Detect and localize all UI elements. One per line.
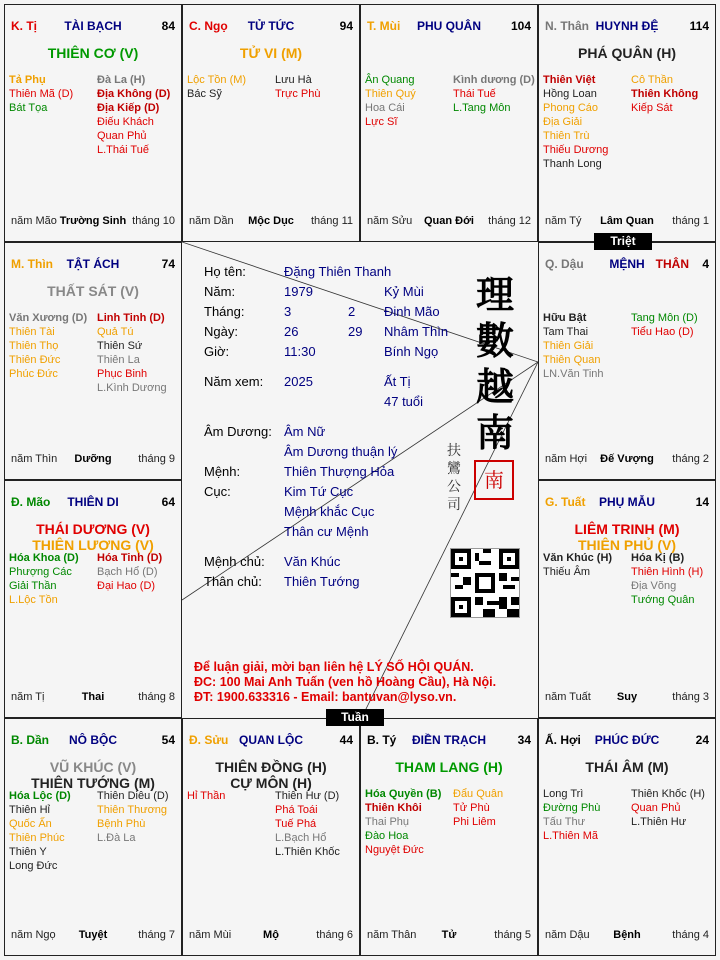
palace-month: tháng 4 [672,929,709,941]
palace-year: năm Tị [11,691,45,703]
minor-star: Bát Tọa [9,102,48,114]
right-stars [453,787,503,829]
palace-footer [11,453,175,467]
minor-star: Tang Môn (D) [631,312,698,324]
minor-star: Thiên Giải [543,340,594,352]
palace-year: năm Tý [545,215,582,227]
palace-mui[interactable] [360,4,538,242]
minor-star: Tướng Quân [631,594,695,606]
minor-star: Địa Không (D) [97,88,171,100]
palace-year: năm Ngọ [11,929,56,941]
minor-star: Thiên Phúc [9,832,65,844]
minor-star: Thiên Khôi [365,802,422,814]
minor-star: Quan Phủ [631,802,681,814]
minor-star: Trực Phù [275,88,321,100]
main-stars [361,759,537,775]
palace-number: 104 [510,19,531,33]
palace-name: TÀI BẠCH [64,19,122,33]
palace-stage: Mộ [263,929,279,941]
palace-header [367,19,531,35]
label-than-chu: Thân chủ: [204,574,262,589]
minor-star: Nguyệt Đức [365,844,424,856]
palace-position: C. Ngọ [189,19,228,33]
main-stars [5,521,181,553]
contact-line-2: ĐC: 100 Mai Anh Tuấn (ven hồ Hoàng Cầu), Hà Nội. [194,675,497,689]
minor-star: L.Thiên Khốc [275,846,340,858]
value-gio: 11:30 [284,344,316,359]
main-stars [183,759,359,791]
palace-number: 54 [161,733,175,747]
palace-year: năm Mùi [189,929,232,941]
palace-stage: Bệnh [613,929,641,941]
palace-year: năm Dậu [545,929,590,941]
palace-stage: Lâm Quan [600,215,654,227]
palace-number: 74 [161,257,175,271]
main-stars [539,45,715,61]
palace-name: MỆNH [609,257,645,271]
label-nam: Năm: [204,284,236,299]
minor-star: Văn Khúc (H) [543,552,613,564]
main-star: CỰ MÔN (H) [230,775,312,791]
contact-line-1: Để luận giải, mời bạn liên hệ LÝ SỐ HỘI QUÁN. [194,660,474,674]
minor-star: L.Kình Dương [97,382,167,394]
main-stars [539,759,715,775]
palace-name: PHU QUÂN [416,19,481,33]
minor-star: Hóa Tinh (D) [97,552,163,564]
palace-name: QUAN LỘC [239,733,303,747]
value-ngay: 26 [284,324,299,339]
palace-position: Đ. Sửu [189,733,229,747]
minor-star: Linh Tinh (D) [97,312,165,324]
palace-ty2[interactable] [360,718,538,956]
label-ho-ten: Họ tên: [204,264,246,279]
palace-ngo[interactable] [182,4,360,242]
palace-position: M. Thìn [11,257,53,271]
palace-name: NÔ BỘC [69,733,117,747]
palace-stage: Quan Đới [424,215,474,227]
minor-star: L.Thiên Hư [631,816,687,828]
right-stars [275,73,320,101]
label-ngay: Ngày: [204,324,238,339]
right-stars [631,551,703,607]
palace-footer [367,929,531,943]
contact-info [194,660,496,705]
left-stars [187,789,225,803]
minor-star: Bác Sỹ [187,88,222,100]
right-stars [631,787,705,829]
left-stars [543,551,612,579]
palace-stage: Mộc Dục [248,215,294,227]
left-stars [543,311,604,381]
palace-footer [189,929,353,943]
minor-star: Thiên Khốc (H) [631,788,705,800]
minor-star: Địa Võng [631,580,677,592]
main-star: THAM LANG (H) [395,759,503,775]
minor-star: Hóa Kị (B) [631,552,685,564]
palace-year: năm Thân [367,929,417,941]
center-info-panel [182,242,538,717]
palace-month: tháng 9 [138,453,175,465]
palace-number: 114 [689,19,709,33]
palace-month: tháng 5 [494,929,531,941]
palace-header [545,495,709,511]
palace-year: năm Hợi [545,453,588,465]
palace-footer [545,691,709,705]
palace-position: B. Tý [367,733,397,747]
minor-star: L.Lộc Tồn [9,594,58,606]
palace-year: năm Thìn [11,453,58,465]
palace-name: PHÚC ĐỨC [594,733,660,747]
value-nam-xem-can-chi: Ất Tị [384,374,411,389]
minor-star: Thiên Mã (D) [9,88,74,100]
minor-star: Đại Hao (D) [97,580,156,592]
right-stars [97,73,170,157]
minor-star: L.Tang Môn [453,102,511,114]
palace-number: 24 [695,733,709,747]
palace-footer [11,691,175,705]
minor-star: L.Thiên Mã [543,830,599,842]
palace-stage: Dưỡng [74,453,112,465]
palace-number: 84 [161,19,175,33]
palace-month: tháng 10 [132,215,175,227]
minor-star: Phục Binh [97,368,148,380]
palace-dan[interactable] [4,718,182,956]
main-star: PHÁ QUÂN (H) [578,45,676,61]
main-star: THIÊN CƠ (V) [47,45,139,61]
calligraphy-logo: 理數越南 [475,272,514,455]
palace-year: năm Sửu [367,215,413,227]
main-stars [183,45,359,61]
palace-position: Q. Dậu [545,257,584,271]
value-thang: 3 [284,304,292,319]
main-star: TỬ VI (M) [239,45,303,61]
minor-star: Tuế Phá [275,818,317,830]
value-menh: Thiên Thượng Hỏa [284,464,395,479]
palace-position: K. Tị [11,19,37,33]
palace-ty[interactable] [4,4,182,242]
value-cuc-2: Mệnh khắc Cục [284,504,375,519]
palace-stage: Đế Vượng [600,453,654,465]
palace-number: 94 [339,19,353,33]
minor-star: Phúc Đức [9,368,58,380]
palace-header [545,257,709,273]
value-am-duong: Âm Nữ [284,424,326,439]
main-stars [5,45,181,61]
minor-star: Đường Phù [543,802,601,814]
right-stars [453,73,535,115]
palace-position: T. Mùi [367,19,401,33]
palace-footer [11,929,175,943]
minor-star: Đẩu Quân [453,788,504,800]
minor-star: Thiếu Dương [543,144,609,156]
palace-position: Đ. Mão [11,495,51,509]
value-cuc: Kim Tứ Cục [284,484,354,499]
minor-star: L.Đà La [97,832,136,844]
palace-position: N. Thân [545,19,589,33]
minor-star: Đào Hoa [365,830,409,842]
palace-footer [11,215,175,229]
palace-month: tháng 11 [310,215,353,227]
minor-star: Tử Phù [453,802,490,814]
minor-star: LN.Văn Tinh [543,368,604,380]
value-tuoi: 47 tuổi [384,394,424,409]
minor-star: Thiên Hỉ [9,804,50,816]
value-nam: 1979 [284,284,313,299]
minor-star: Thiên Trù [543,130,590,142]
palace-name: PHỤ MẪU [599,495,655,509]
main-star: THIÊN TƯỚNG (M) [31,775,155,791]
minor-star: Kiếp Sát [631,102,673,114]
minor-star: Thiên Y [9,846,47,858]
value-ngay-can-chi: Nhâm Thìn [384,324,449,339]
left-stars [543,787,600,843]
minor-star: Thiên La [97,354,140,366]
right-stars [631,73,698,115]
value-menh-chu: Văn Khúc [284,554,341,569]
palace-tuat[interactable] [538,480,716,718]
minor-star: Thái Tuế [453,88,496,100]
label-menh: Mệnh: [204,464,241,479]
minor-star: Bạch Hổ (D) [97,566,158,578]
minor-star: Cô Thần [631,74,673,86]
minor-star: Địa Giải [543,116,583,128]
minor-star: L.Bạch Hổ [275,832,327,844]
minor-star: Thiên Thọ [9,340,59,352]
label-thang: Tháng: [204,304,245,319]
value-than-chu: Thiên Tướng [284,574,360,589]
palace-suu[interactable] [182,718,360,956]
palace-year: năm Mão [11,215,57,227]
palace-year: năm Dần [189,215,234,227]
label-nam-xem: Năm xem: [204,374,264,389]
palace-month: tháng 2 [672,453,709,465]
main-stars [5,283,181,299]
minor-star: Thiên Sứ [97,340,143,352]
minor-star: Thai Phụ [365,816,410,828]
palace-month: tháng 7 [138,929,175,941]
minor-star: Hữu Bật [543,312,587,324]
palace-number: 44 [339,733,353,747]
palace-position: Ấ. Hợi [545,733,581,747]
value-nam-xem: 2025 [284,374,313,389]
contact-line-3: ĐT: 1900.633316 - Email: bantuvan@lyso.vn. [194,690,457,704]
right-stars [97,311,167,395]
right-stars [97,551,162,593]
palace-footer [545,453,709,467]
minor-star: Địa Kiếp (D) [97,102,160,114]
main-star: THIÊN ĐỒNG (H) [215,759,327,775]
palace-stage: Tử [441,929,457,941]
palace-footer [545,929,709,943]
minor-star: Phượng Các [9,566,72,578]
value-am-duong-2: Âm Dương thuận lý [284,444,398,459]
main-star: VŨ KHÚC (V) [49,759,137,775]
minor-star: Thiếu Âm [543,566,591,578]
minor-star: Thiên Quan [543,354,601,366]
palace-year: năm Tuất [545,691,591,703]
minor-star: Đà La (H) [97,74,146,86]
main-star: THIÊN LƯƠNG (V) [32,537,154,553]
minor-star: Hỉ Thần [187,790,226,802]
palace-month: tháng 8 [138,691,175,703]
palace-stage: Thai [81,691,105,703]
palace-stage: Tuyệt [78,929,108,941]
right-stars [275,789,340,859]
main-star: THẤT SÁT (V) [47,283,139,299]
minor-star: Hồng Loan [543,88,597,100]
minor-star: Thiên Hình (H) [631,566,704,578]
minor-star: Hoa Cái [365,102,405,114]
palace-month: tháng 12 [488,215,531,227]
qr-code-icon[interactable] [450,548,520,618]
label-cuc: Cục: [204,484,231,499]
left-stars [9,311,87,381]
main-star: THÁI ÂM (M) [585,759,669,775]
right-stars [631,311,698,339]
minor-star: Kình dương (D) [453,74,535,86]
palace-month: tháng 3 [672,691,709,703]
minor-star: L.Thái Tuế [97,144,149,156]
palace-stage: Suy [616,691,638,703]
palace-number: 14 [695,495,709,509]
minor-star: Quan Phủ [97,130,147,142]
main-star: LIÊM TRINH (M) [574,521,680,537]
minor-star: Thiên Quý [365,88,416,100]
left-stars [365,787,441,857]
minor-star: Văn Xương (D) [9,312,88,324]
value-cuc-3: Thân cư Mệnh [284,524,369,539]
main-stars [5,759,181,791]
palace-footer [367,215,531,229]
value-ho-ten: Đặng Thiên Thanh [284,264,392,279]
label-am-duong: Âm Dương: [204,424,272,439]
palace-header [11,733,175,749]
palace-name: TỬ TỨC [247,19,295,33]
palace-footer [189,215,353,229]
minor-star: Thanh Long [543,158,602,170]
right-stars [97,789,169,845]
palace-mao[interactable] [4,480,182,718]
minor-star: Lực Sĩ [365,116,398,128]
palace-header [189,733,353,749]
palace-dau[interactable] [538,242,716,480]
label-gio: Giờ: [204,344,230,359]
minor-star: Hóa Khoa (D) [9,552,79,564]
palace-header [189,19,353,35]
minor-star: Phong Cáo [543,102,599,114]
red-seal-stamp: 南 [474,460,514,500]
main-star: THIÊN PHỦ (V) [578,537,676,553]
main-star: THÁI DƯƠNG (V) [36,521,150,537]
palace-header [545,733,709,749]
label-menh-chu: Mệnh chủ: [204,554,265,569]
main-stars [539,521,715,553]
palace-name: HUYNH ĐỆ [595,19,659,33]
minor-star: Thiên Việt [543,74,596,86]
minor-star: Thiên Diêu (D) [97,790,169,802]
minor-star: Lộc Tồn (M) [187,74,247,86]
minor-star: Thiên Không [631,88,699,100]
minor-star: Tả Phụ [9,74,46,86]
minor-star: Thiên Đức [9,354,61,366]
palace-header [11,257,175,273]
minor-star: Lưu Hà [275,74,312,86]
minor-star: Tiểu Hao (D) [631,326,694,338]
palace-name: ĐIỀN TRẠCH [412,733,486,747]
left-stars [543,73,608,171]
minor-star: Hóa Quyền (B) [365,788,442,800]
palace-name: TẬT ÁCH [66,257,120,271]
than-marker: THÂN [655,257,689,271]
minor-star: Ân Quang [365,74,415,86]
palace-month: tháng 1 [672,215,709,227]
triet-tag: Triệt [594,233,652,250]
palace-month: tháng 6 [316,929,353,941]
palace-header [11,19,175,35]
left-stars [9,73,73,115]
palace-than[interactable] [538,4,716,242]
minor-star: Bệnh Phù [97,818,146,830]
tuan-tag: Tuần [326,709,384,726]
palace-header [367,733,531,749]
left-stars [187,73,246,101]
left-stars [9,551,79,607]
minor-star: Hóa Lộc (D) [9,790,71,802]
palace-footer [545,215,709,229]
palace-number: 34 [517,733,531,747]
minor-star: Tam Thai [543,326,589,338]
value-ngay-am: 29 [348,324,363,339]
palace-hoi[interactable] [538,718,716,956]
minor-star: Thiên Tài [9,326,55,338]
minor-star: Thiên Thương [97,804,168,816]
minor-star: Quả Tú [97,326,134,338]
minor-star: Phá Toái [275,804,318,816]
palace-position: B. Dần [11,733,50,747]
left-stars [365,73,416,129]
minor-star: Long Đức [9,860,58,872]
minor-star: Thiên Hư (D) [275,790,340,802]
palace-name: THIÊN DI [67,495,119,509]
company-vertical-text: 扶鸞公司 [447,443,461,513]
value-gio-can-chi: Bính Ngọ [384,344,439,359]
value-thang-can-chi: Đinh Mão [384,304,440,319]
palace-stage: Trường Sinh [59,215,127,227]
minor-star: Tấu Thư [543,816,586,828]
palace-header [11,495,175,511]
palace-number: 4 [702,257,709,271]
minor-star: Quốc Ấn [9,818,52,830]
value-thang-am: 2 [348,304,356,319]
palace-position: G. Tuất [545,495,586,509]
left-stars [9,789,71,873]
palace-header [545,19,709,35]
minor-star: Phi Liêm [453,816,496,828]
palace-thin[interactable] [4,242,182,480]
minor-star: Điếu Khách [97,116,154,128]
minor-star: Long Trì [543,788,584,800]
minor-star: Giải Thần [9,580,57,592]
value-nam-can-chi: Kỷ Mùi [384,284,424,299]
palace-number: 64 [161,495,175,509]
